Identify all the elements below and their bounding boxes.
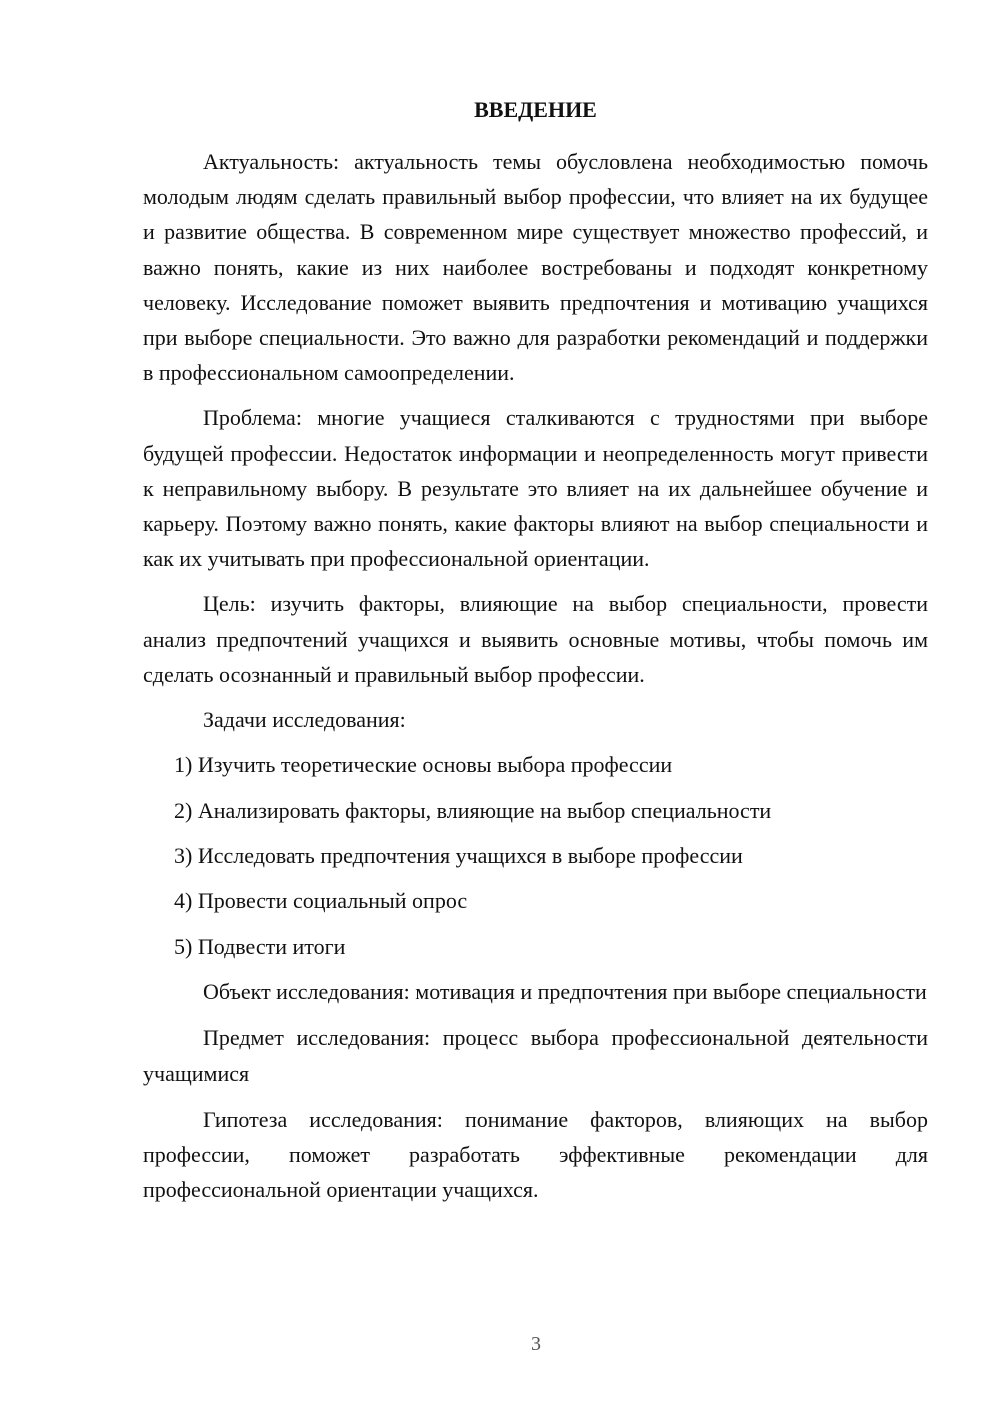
task-item: 1) Изучить теоретические основы выбора профессии — [174, 752, 673, 778]
tasks-list — [143, 747, 928, 964]
task-item: 5) Подвести итоги — [174, 933, 346, 959]
task-item: 3) Исследовать предпочтения учащихся в выборе профессии — [174, 843, 743, 869]
page-number: 3 — [531, 1333, 541, 1355]
paragraph-goal: Цель: изучить факторы, влияющие на выбор специальности, провести анализ предпочтений учащихся и выявить основные мотивы, чтобы помочь им сделать осознанный и правильный выбор профессии. — [143, 591, 928, 687]
paragraph-object: Объект исследования: мотивация и предпочтения при выборе специальности — [203, 979, 927, 1005]
task-item: 2) Анализировать факторы, влияющие на выбор специальности — [174, 797, 772, 823]
task-item: 4) Провести социальный опрос — [174, 888, 468, 914]
paragraph-problem: Проблема: многие учащиеся сталкиваются с трудностями при выборе будущей профессии. Недостаток информации и неопределенность могут привести к неправильному выбору. В результате это влияет на их дальнейшее обучение и карьеру. Поэтому важно понять, какие факторы влияют на выбор специальности и как их учитывать при профессиональной ориентации. — [143, 405, 928, 572]
page-content — [143, 94, 928, 1218]
paragraph-hypothesis: Гипотеза исследования: понимание факторов, влияющих на выбор профессии, поможет разработать эффективные рекомендации для профессиональной ориентации учащихся. — [143, 1106, 928, 1203]
section-title: ВВЕДЕНИЕ — [474, 97, 597, 122]
paragraph-subject: Предмет исследования: процесс выбора профессиональной деятельности учащимися — [143, 1025, 928, 1086]
paragraph-relevance: Актуальность: актуальность темы обусловлена необходимостью помочь молодым людям сделать правильный выбор профессии, что влияет на их будущее и развитие общества. В современном мире существует множество профессий, и важно понять, какие из них наиболее востребованы и подходят конкретному человеку. Исследование поможет выявить предпочтения и мотивацию учащихся при выборе специальности. Это важно для разработки рекомендаций и поддержки в профессиональном самоопределении. — [143, 149, 928, 386]
tasks-label: Задачи исследования: — [203, 707, 406, 733]
